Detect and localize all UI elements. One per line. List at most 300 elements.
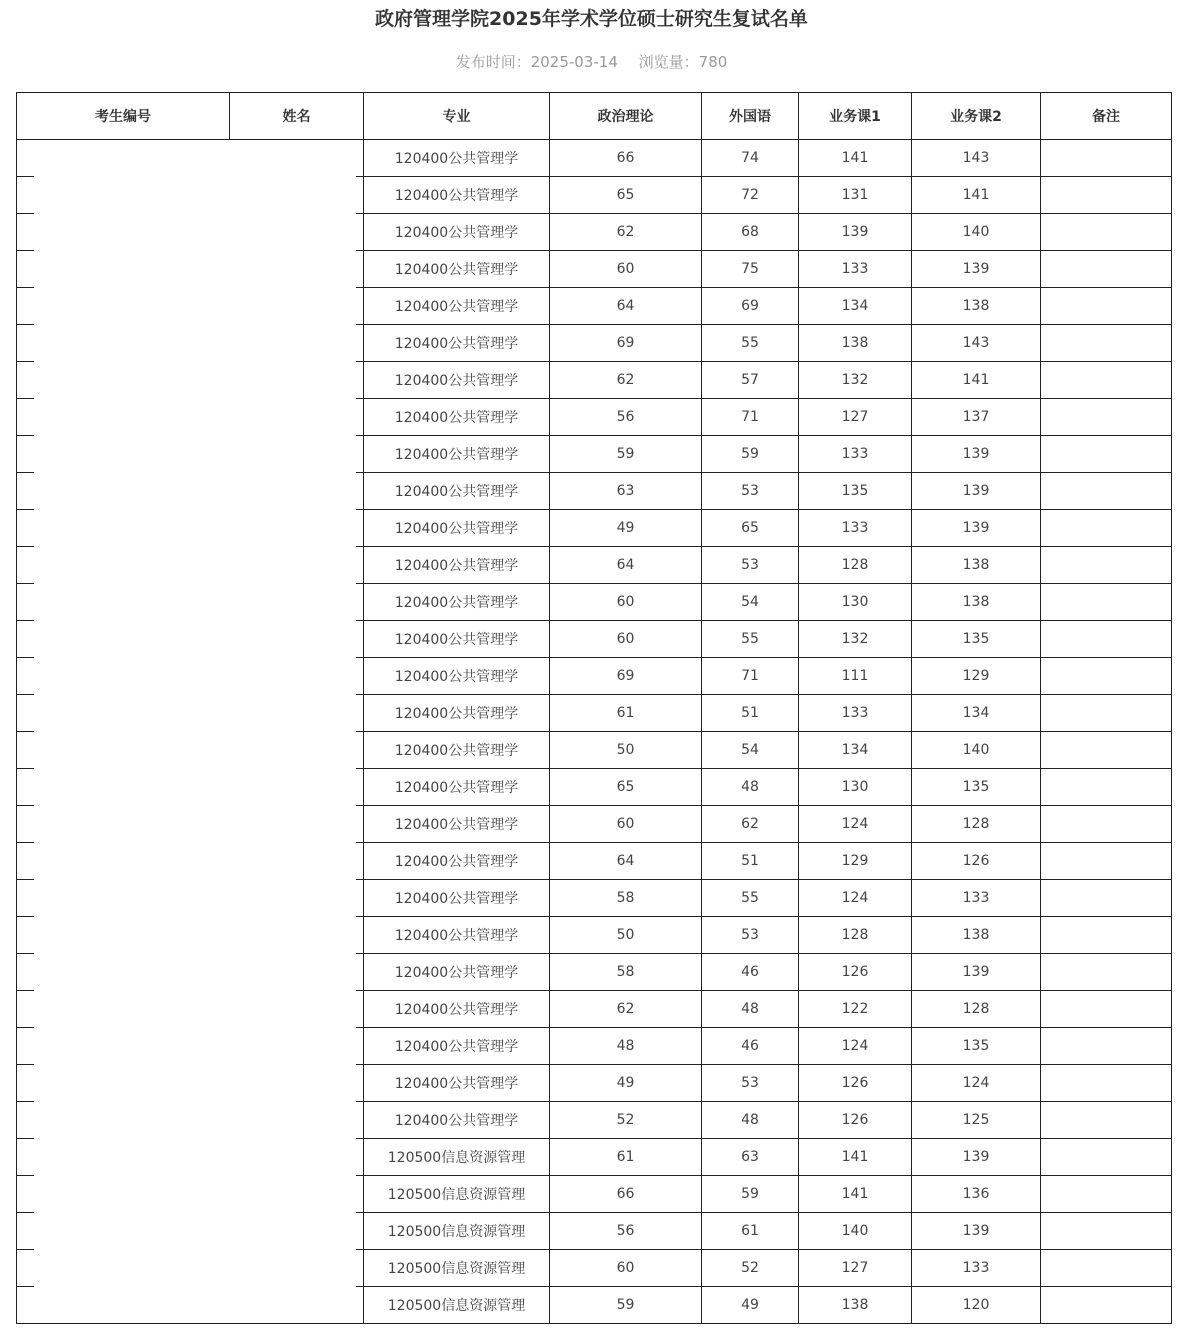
cell-major: 120400公共管理学 <box>364 695 550 732</box>
cell-foreign-language: 48 <box>702 1102 799 1139</box>
table-row <box>17 769 1172 806</box>
cell-course-1: 126 <box>799 1102 912 1139</box>
cell-politics: 60 <box>550 584 702 621</box>
cell-course-1: 129 <box>799 843 912 880</box>
cell-exam-id <box>17 177 230 214</box>
cell-remarks <box>1041 140 1172 177</box>
cell-remarks <box>1041 843 1172 880</box>
cell-major: 120400公共管理学 <box>364 510 550 547</box>
article-meta <box>0 50 1183 74</box>
cell-remarks <box>1041 1176 1172 1213</box>
cell-course-2: 135 <box>912 1028 1041 1065</box>
cell-foreign-language: 51 <box>702 843 799 880</box>
cell-remarks <box>1041 584 1172 621</box>
cell-course-1: 135 <box>799 473 912 510</box>
cell-major: 120500信息资源管理 <box>364 1213 550 1250</box>
cell-course-2: 126 <box>912 843 1041 880</box>
cell-foreign-language: 65 <box>702 510 799 547</box>
cell-politics: 62 <box>550 362 702 399</box>
cell-foreign-language: 71 <box>702 658 799 695</box>
cell-name <box>230 917 364 954</box>
cell-course-2: 143 <box>912 140 1041 177</box>
cell-name <box>230 954 364 991</box>
cell-major: 120400公共管理学 <box>364 251 550 288</box>
cell-name <box>230 288 364 325</box>
cell-course-1: 130 <box>799 769 912 806</box>
cell-foreign-language: 62 <box>702 806 799 843</box>
cell-major: 120400公共管理学 <box>364 917 550 954</box>
cell-name <box>230 510 364 547</box>
cell-course-2: 138 <box>912 917 1041 954</box>
cell-major: 120400公共管理学 <box>364 1065 550 1102</box>
cell-course-2: 139 <box>912 251 1041 288</box>
table-row <box>17 1287 1172 1324</box>
cell-politics: 58 <box>550 954 702 991</box>
cell-course-2: 139 <box>912 954 1041 991</box>
cell-course-1: 134 <box>799 288 912 325</box>
cell-course-1: 138 <box>799 325 912 362</box>
cell-remarks <box>1041 214 1172 251</box>
cell-foreign-language: 59 <box>702 436 799 473</box>
cell-remarks <box>1041 325 1172 362</box>
page-title: 政府管理学院2025年学术学位硕士研究生复试名单 <box>375 8 808 30</box>
cell-remarks <box>1041 954 1172 991</box>
cell-exam-id <box>17 399 230 436</box>
cell-course-2: 138 <box>912 584 1041 621</box>
cell-exam-id <box>17 695 230 732</box>
cell-course-2: 140 <box>912 214 1041 251</box>
cell-foreign-language: 61 <box>702 1213 799 1250</box>
cell-major: 120400公共管理学 <box>364 732 550 769</box>
cell-major: 120500信息资源管理 <box>364 1176 550 1213</box>
cell-remarks <box>1041 1102 1172 1139</box>
cell-remarks <box>1041 917 1172 954</box>
cell-course-1: 128 <box>799 917 912 954</box>
cell-foreign-language: 69 <box>702 288 799 325</box>
cell-course-1: 134 <box>799 732 912 769</box>
cell-exam-id <box>17 806 230 843</box>
table-row <box>17 1065 1172 1102</box>
cell-politics: 52 <box>550 1102 702 1139</box>
cell-major: 120400公共管理学 <box>364 584 550 621</box>
cell-foreign-language: 54 <box>702 732 799 769</box>
cell-exam-id <box>17 510 230 547</box>
cell-course-1: 130 <box>799 584 912 621</box>
cell-course-2: 128 <box>912 806 1041 843</box>
cell-name <box>230 1028 364 1065</box>
cell-exam-id <box>17 362 230 399</box>
cell-name <box>230 732 364 769</box>
cell-politics: 61 <box>550 695 702 732</box>
cell-course-1: 124 <box>799 1028 912 1065</box>
cell-major: 120400公共管理学 <box>364 473 550 510</box>
cell-course-1: 141 <box>799 140 912 177</box>
header-name: 姓名 <box>230 93 364 140</box>
cell-name <box>230 140 364 177</box>
cell-course-1: 122 <box>799 991 912 1028</box>
cell-major: 120400公共管理学 <box>364 843 550 880</box>
header-course-1: 业务课1 <box>799 93 912 140</box>
header-foreign-language: 外国语 <box>702 93 799 140</box>
cell-course-2: 141 <box>912 177 1041 214</box>
cell-remarks <box>1041 251 1172 288</box>
table-row <box>17 325 1172 362</box>
cell-name <box>230 1287 364 1324</box>
cell-remarks <box>1041 547 1172 584</box>
table-row <box>17 1250 1172 1287</box>
cell-politics: 59 <box>550 1287 702 1324</box>
cell-major: 120500信息资源管理 <box>364 1287 550 1324</box>
cell-remarks <box>1041 510 1172 547</box>
cell-politics: 50 <box>550 732 702 769</box>
cell-politics: 65 <box>550 177 702 214</box>
cell-remarks <box>1041 732 1172 769</box>
table-row <box>17 1176 1172 1213</box>
cell-foreign-language: 74 <box>702 140 799 177</box>
cell-exam-id <box>17 769 230 806</box>
table-row <box>17 177 1172 214</box>
cell-course-2: 135 <box>912 621 1041 658</box>
cell-major: 120400公共管理学 <box>364 880 550 917</box>
cell-major: 120400公共管理学 <box>364 769 550 806</box>
cell-exam-id <box>17 288 230 325</box>
table-row <box>17 621 1172 658</box>
cell-name <box>230 1139 364 1176</box>
cell-name <box>230 1176 364 1213</box>
cell-foreign-language: 49 <box>702 1287 799 1324</box>
table-row <box>17 732 1172 769</box>
cell-course-2: 139 <box>912 1139 1041 1176</box>
cell-course-2: 138 <box>912 547 1041 584</box>
table-row <box>17 658 1172 695</box>
cell-course-2: 139 <box>912 473 1041 510</box>
cell-politics: 64 <box>550 288 702 325</box>
cell-exam-id <box>17 954 230 991</box>
cell-exam-id <box>17 1176 230 1213</box>
table-row <box>17 436 1172 473</box>
cell-course-1: 138 <box>799 1287 912 1324</box>
cell-name <box>230 584 364 621</box>
header-exam-id: 考生编号 <box>17 93 230 140</box>
table-row <box>17 1139 1172 1176</box>
cell-course-2: 133 <box>912 1250 1041 1287</box>
cell-course-1: 139 <box>799 214 912 251</box>
cell-foreign-language: 48 <box>702 769 799 806</box>
cell-politics: 64 <box>550 843 702 880</box>
cell-exam-id <box>17 325 230 362</box>
cell-course-2: 124 <box>912 1065 1041 1102</box>
table-row <box>17 214 1172 251</box>
cell-exam-id <box>17 1028 230 1065</box>
cell-politics: 66 <box>550 1176 702 1213</box>
cell-major: 120400公共管理学 <box>364 658 550 695</box>
cell-major: 120400公共管理学 <box>364 288 550 325</box>
cell-politics: 49 <box>550 510 702 547</box>
cell-major: 120400公共管理学 <box>364 140 550 177</box>
cell-major: 120400公共管理学 <box>364 436 550 473</box>
cell-course-2: 120 <box>912 1287 1041 1324</box>
cell-name <box>230 621 364 658</box>
cell-major: 120400公共管理学 <box>364 621 550 658</box>
cell-name <box>230 177 364 214</box>
cell-course-1: 124 <box>799 806 912 843</box>
cell-foreign-language: 53 <box>702 917 799 954</box>
cell-name <box>230 1102 364 1139</box>
cell-name <box>230 1065 364 1102</box>
cell-remarks <box>1041 1213 1172 1250</box>
cell-name <box>230 473 364 510</box>
cell-course-2: 140 <box>912 732 1041 769</box>
cell-remarks <box>1041 695 1172 732</box>
cell-course-1: 127 <box>799 1250 912 1287</box>
table-row <box>17 399 1172 436</box>
table-row <box>17 510 1172 547</box>
cell-name <box>230 769 364 806</box>
cell-politics: 62 <box>550 991 702 1028</box>
table-body <box>17 140 1172 1324</box>
cell-exam-id <box>17 436 230 473</box>
cell-course-2: 139 <box>912 1213 1041 1250</box>
cell-exam-id <box>17 658 230 695</box>
cell-foreign-language: 46 <box>702 954 799 991</box>
cell-politics: 65 <box>550 769 702 806</box>
cell-major: 120400公共管理学 <box>364 214 550 251</box>
cell-course-1: 133 <box>799 251 912 288</box>
cell-exam-id <box>17 251 230 288</box>
cell-foreign-language: 54 <box>702 584 799 621</box>
table-row <box>17 140 1172 177</box>
cell-foreign-language: 53 <box>702 473 799 510</box>
table-row <box>17 695 1172 732</box>
cell-foreign-language: 55 <box>702 880 799 917</box>
cell-major: 120400公共管理学 <box>364 806 550 843</box>
cell-foreign-language: 71 <box>702 399 799 436</box>
cell-major: 120400公共管理学 <box>364 399 550 436</box>
cell-foreign-language: 52 <box>702 1250 799 1287</box>
table-header-row <box>17 93 1172 140</box>
table-row <box>17 954 1172 991</box>
cell-exam-id <box>17 473 230 510</box>
cell-politics: 61 <box>550 1139 702 1176</box>
cell-remarks <box>1041 1287 1172 1324</box>
cell-major: 120500信息资源管理 <box>364 1250 550 1287</box>
cell-major: 120400公共管理学 <box>364 1102 550 1139</box>
cell-major: 120400公共管理学 <box>364 991 550 1028</box>
table-row <box>17 362 1172 399</box>
cell-course-1: 141 <box>799 1176 912 1213</box>
cell-foreign-language: 53 <box>702 547 799 584</box>
cell-major: 120500信息资源管理 <box>364 1139 550 1176</box>
cell-politics: 60 <box>550 621 702 658</box>
cell-exam-id <box>17 917 230 954</box>
cell-course-1: 140 <box>799 1213 912 1250</box>
cell-course-1: 111 <box>799 658 912 695</box>
cell-remarks <box>1041 177 1172 214</box>
cell-politics: 64 <box>550 547 702 584</box>
cell-course-1: 141 <box>799 1139 912 1176</box>
cell-course-2: 134 <box>912 695 1041 732</box>
cell-politics: 69 <box>550 658 702 695</box>
cell-exam-id <box>17 584 230 621</box>
cell-name <box>230 362 364 399</box>
cell-exam-id <box>17 1139 230 1176</box>
table-row <box>17 880 1172 917</box>
cell-course-2: 137 <box>912 399 1041 436</box>
cell-politics: 50 <box>550 917 702 954</box>
cell-course-2: 143 <box>912 325 1041 362</box>
cell-exam-id <box>17 140 230 177</box>
cell-remarks <box>1041 621 1172 658</box>
cell-foreign-language: 55 <box>702 621 799 658</box>
cell-major: 120400公共管理学 <box>364 362 550 399</box>
cell-politics: 49 <box>550 1065 702 1102</box>
cell-course-2: 133 <box>912 880 1041 917</box>
view-count: 浏览量：780 <box>638 53 728 71</box>
cell-course-1: 131 <box>799 177 912 214</box>
table-row <box>17 917 1172 954</box>
cell-course-1: 124 <box>799 880 912 917</box>
cell-major: 120400公共管理学 <box>364 325 550 362</box>
cell-name <box>230 251 364 288</box>
table-row <box>17 251 1172 288</box>
cell-course-2: 125 <box>912 1102 1041 1139</box>
cell-major: 120400公共管理学 <box>364 1028 550 1065</box>
cell-course-2: 139 <box>912 510 1041 547</box>
cell-exam-id <box>17 547 230 584</box>
cell-name <box>230 695 364 732</box>
cell-name <box>230 214 364 251</box>
table-row <box>17 1213 1172 1250</box>
score-table-container <box>16 92 1171 1324</box>
cell-course-1: 128 <box>799 547 912 584</box>
table-row <box>17 288 1172 325</box>
cell-exam-id <box>17 1102 230 1139</box>
table-row <box>17 806 1172 843</box>
cell-exam-id <box>17 1213 230 1250</box>
header-remarks: 备注 <box>1041 93 1172 140</box>
cell-foreign-language: 55 <box>702 325 799 362</box>
cell-name <box>230 991 364 1028</box>
cell-name <box>230 436 364 473</box>
score-table <box>16 92 1172 1324</box>
cell-politics: 69 <box>550 325 702 362</box>
cell-politics: 48 <box>550 1028 702 1065</box>
cell-major: 120400公共管理学 <box>364 547 550 584</box>
cell-course-2: 136 <box>912 1176 1041 1213</box>
cell-politics: 60 <box>550 251 702 288</box>
cell-name <box>230 1213 364 1250</box>
cell-remarks <box>1041 473 1172 510</box>
cell-name <box>230 547 364 584</box>
header-politics: 政治理论 <box>550 93 702 140</box>
cell-politics: 66 <box>550 140 702 177</box>
cell-course-2: 129 <box>912 658 1041 695</box>
cell-remarks <box>1041 399 1172 436</box>
cell-course-2: 135 <box>912 769 1041 806</box>
cell-exam-id <box>17 880 230 917</box>
cell-name <box>230 1250 364 1287</box>
cell-remarks <box>1041 362 1172 399</box>
cell-foreign-language: 72 <box>702 177 799 214</box>
cell-exam-id <box>17 1287 230 1324</box>
cell-politics: 56 <box>550 399 702 436</box>
table-row <box>17 584 1172 621</box>
table-row <box>17 843 1172 880</box>
cell-remarks <box>1041 1250 1172 1287</box>
cell-exam-id <box>17 1250 230 1287</box>
cell-politics: 60 <box>550 806 702 843</box>
cell-course-2: 128 <box>912 991 1041 1028</box>
cell-politics: 59 <box>550 436 702 473</box>
cell-foreign-language: 59 <box>702 1176 799 1213</box>
cell-exam-id <box>17 843 230 880</box>
cell-name <box>230 325 364 362</box>
header-course-2: 业务课2 <box>912 93 1041 140</box>
cell-exam-id <box>17 732 230 769</box>
cell-remarks <box>1041 1139 1172 1176</box>
cell-remarks <box>1041 658 1172 695</box>
cell-course-2: 139 <box>912 436 1041 473</box>
cell-exam-id <box>17 621 230 658</box>
cell-foreign-language: 53 <box>702 1065 799 1102</box>
table-row <box>17 473 1172 510</box>
cell-name <box>230 843 364 880</box>
cell-course-1: 133 <box>799 510 912 547</box>
cell-course-1: 126 <box>799 1065 912 1102</box>
table-row <box>17 547 1172 584</box>
cell-foreign-language: 48 <box>702 991 799 1028</box>
cell-remarks <box>1041 991 1172 1028</box>
cell-remarks <box>1041 436 1172 473</box>
cell-foreign-language: 57 <box>702 362 799 399</box>
cell-name <box>230 658 364 695</box>
cell-course-1: 132 <box>799 362 912 399</box>
cell-exam-id <box>17 1065 230 1102</box>
cell-remarks <box>1041 880 1172 917</box>
cell-remarks <box>1041 1065 1172 1102</box>
cell-course-1: 126 <box>799 954 912 991</box>
cell-foreign-language: 46 <box>702 1028 799 1065</box>
cell-politics: 60 <box>550 1250 702 1287</box>
cell-foreign-language: 63 <box>702 1139 799 1176</box>
cell-politics: 62 <box>550 214 702 251</box>
table-row <box>17 1102 1172 1139</box>
cell-foreign-language: 51 <box>702 695 799 732</box>
cell-name <box>230 806 364 843</box>
cell-course-1: 133 <box>799 695 912 732</box>
cell-exam-id <box>17 991 230 1028</box>
cell-foreign-language: 68 <box>702 214 799 251</box>
cell-politics: 63 <box>550 473 702 510</box>
cell-course-2: 138 <box>912 288 1041 325</box>
cell-name <box>230 399 364 436</box>
cell-remarks <box>1041 288 1172 325</box>
cell-exam-id <box>17 214 230 251</box>
cell-remarks <box>1041 806 1172 843</box>
cell-major: 120400公共管理学 <box>364 954 550 991</box>
cell-major: 120400公共管理学 <box>364 177 550 214</box>
cell-course-1: 133 <box>799 436 912 473</box>
table-row <box>17 991 1172 1028</box>
cell-course-1: 127 <box>799 399 912 436</box>
cell-remarks <box>1041 769 1172 806</box>
cell-remarks <box>1041 1028 1172 1065</box>
header-major: 专业 <box>364 93 550 140</box>
cell-politics: 58 <box>550 880 702 917</box>
cell-course-2: 141 <box>912 362 1041 399</box>
cell-foreign-language: 75 <box>702 251 799 288</box>
publish-time: 发布时间：2025-03-14 <box>455 53 618 71</box>
